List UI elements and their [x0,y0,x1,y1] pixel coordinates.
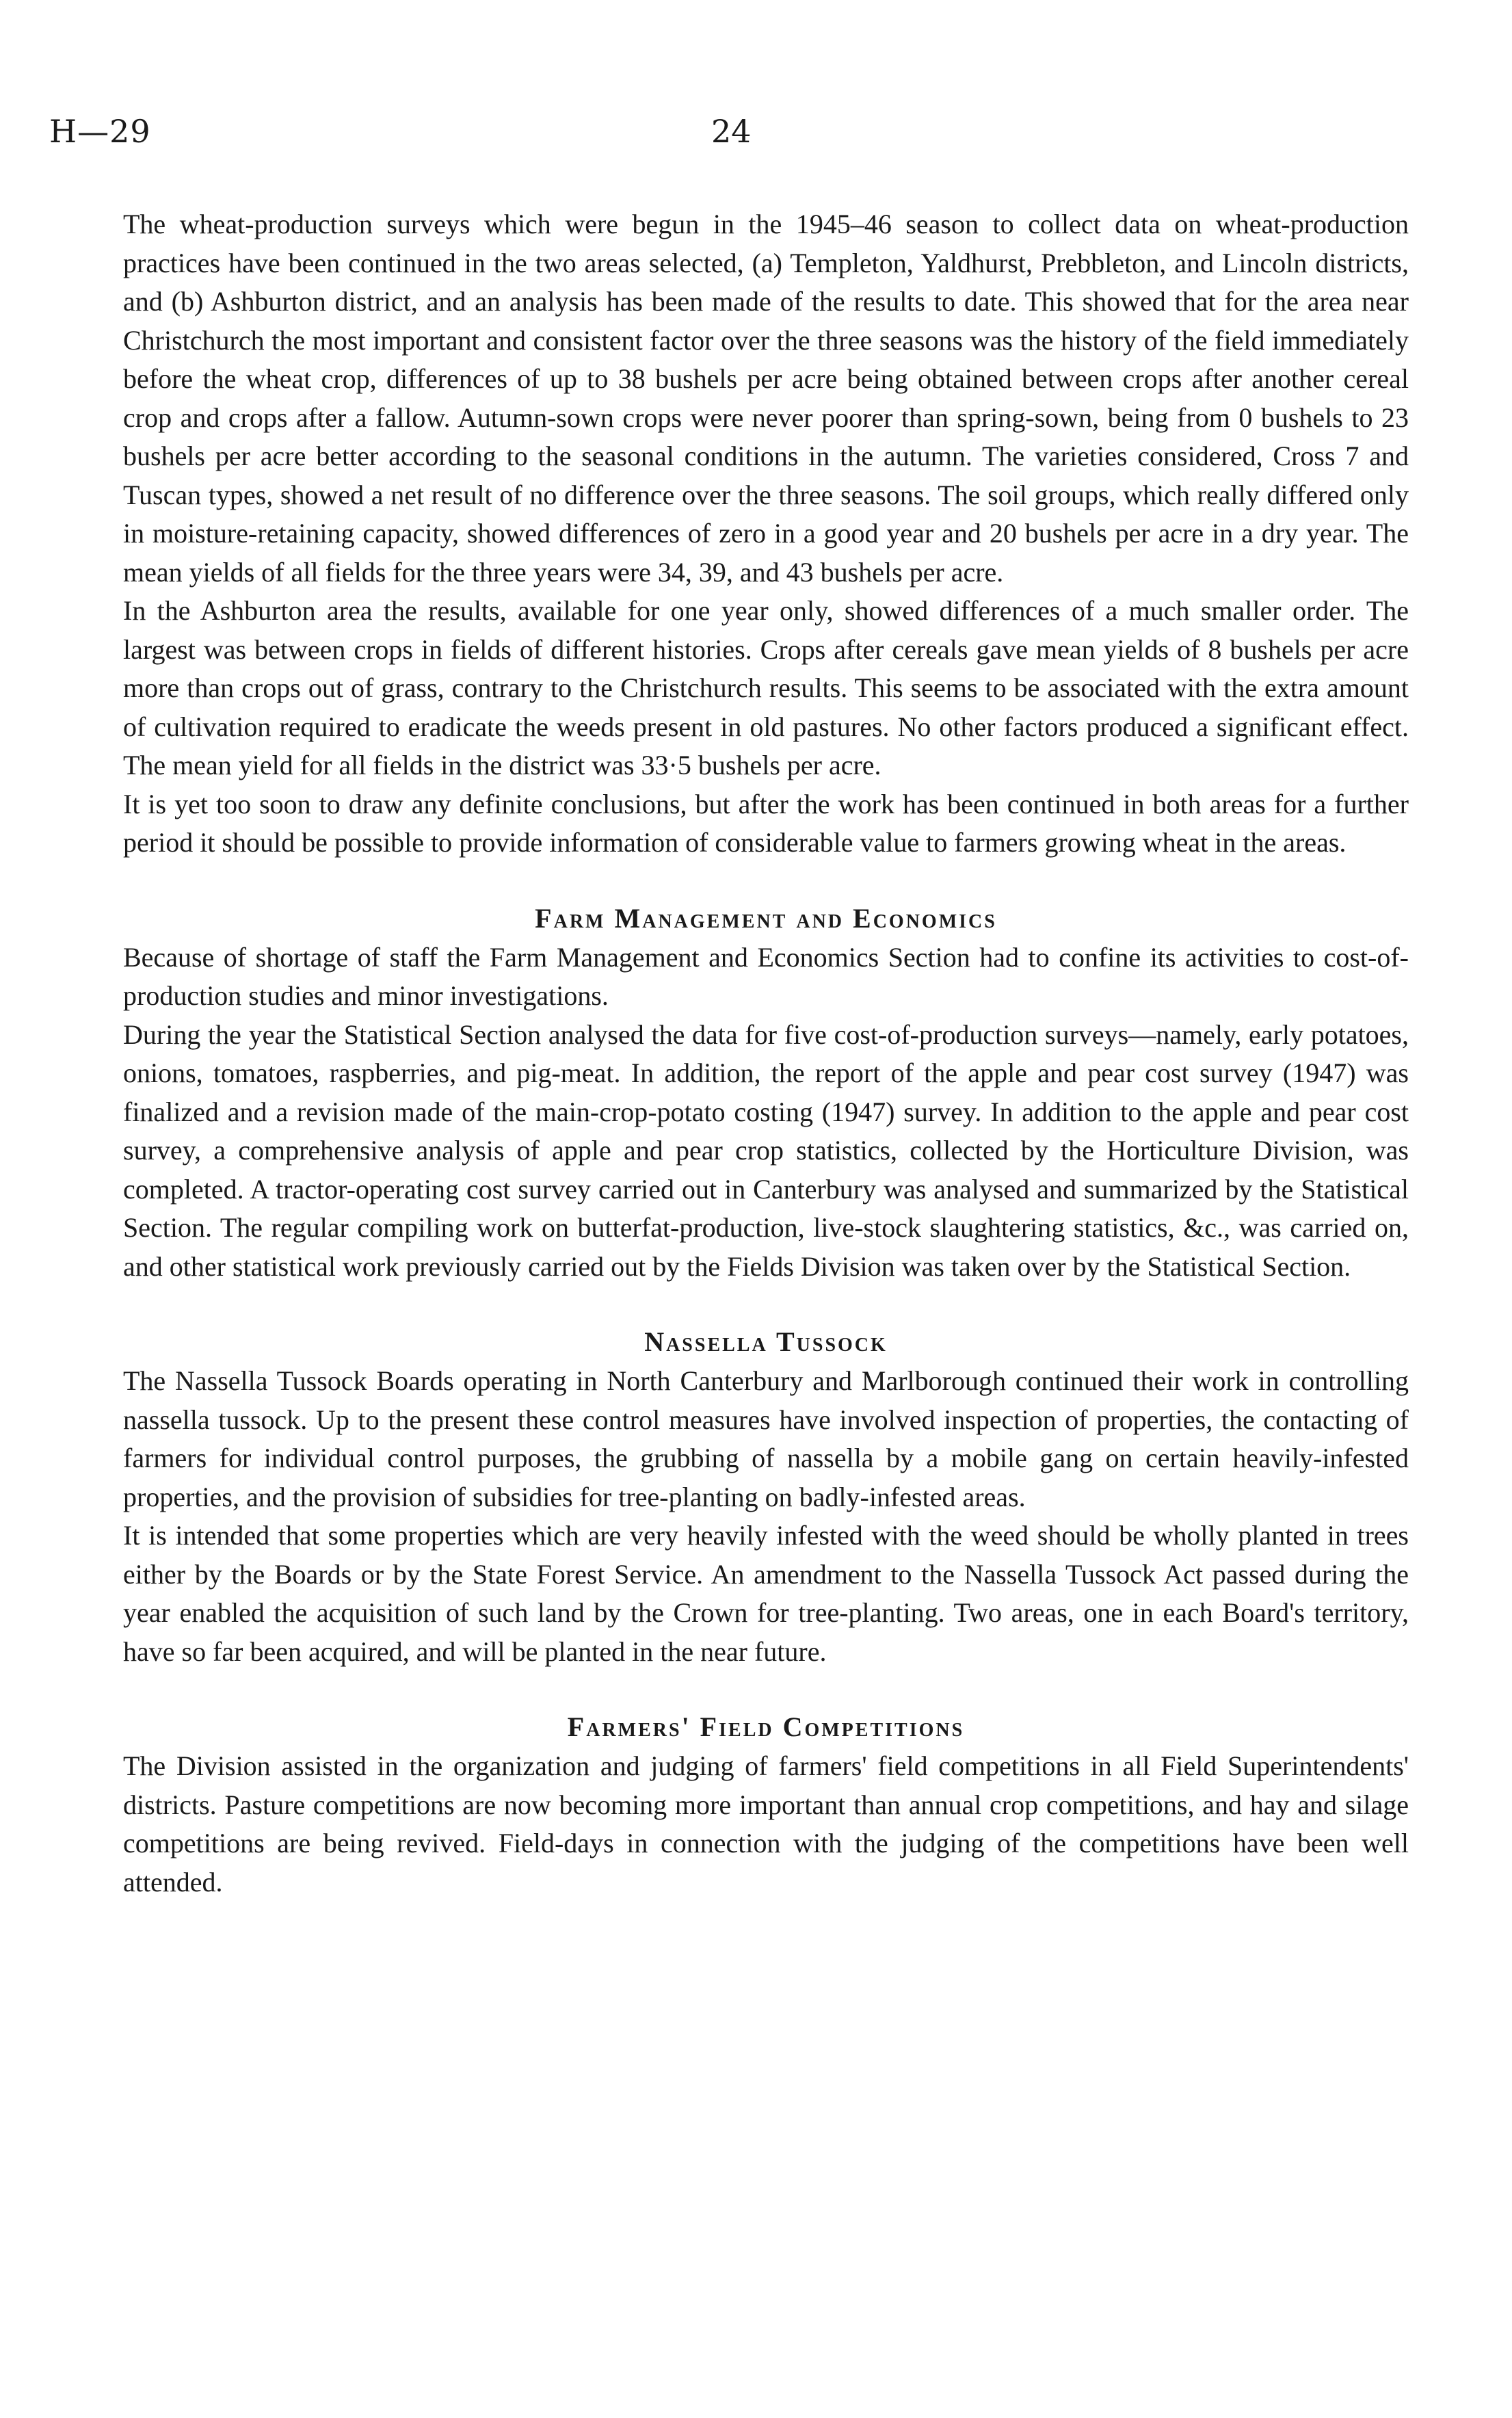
paragraph: Because of shortage of staff the Farm Management and Economics Section had to confine its activities to cost-of-production studies and minor investigations. [123,941,1409,1011]
paragraph: During the year the Statistical Section analysed the data for five cost-of-production surveys—namely, early potatoes, onions, tomatoes, raspberries, and pig-meat. In addition, the report of the apple and pear cost survey (1947) was finalized and a revision made of the main-crop-potato costing (1947) survey. In addition to the apple and pear cost survey, a comprehensive analysis of apple and pear crop statistics, collected by the Horticulture Division, was completed. A tractor-operating cost survey carried out in Canterbury was analysed and summarized by the Statistical Section. The regular compiling work on butterfat-production, live-stock slaughtering statistics, &c., was carried on, and other statistical work previously carried out by the Fields Division was taken over by the Statistical Section. [123,1019,1409,1282]
paragraph: It is yet too soon to draw any definite conclusions, but after the work has been continued in both areas for a further period it should be possible to provide information of considerable value to farmers growing wheat in the areas. [123,788,1409,858]
nassella-tussock-section [123,1326,1409,1671]
paragraph: It is intended that some properties which are very heavily infested with the weed should be wholly planted in trees either by the Boards or by the State Forest Service. An amendment to the Nassella Tussock Act passed during the year enabled the acquisition of such land by the Crown for tree-planting. Two areas, one in each Board's territory, have so far been acquired, and will be planted in the near future. [123,1520,1409,1667]
paragraph: The Division assisted in the organization and judging of farmers' field competitions in all Field Superintendents' districts. Pasture competitions are now becoming more important than annual crop competitions, and hay and silage competitions are being revived. Field-days in connection with the judging of the competitions have been well attended. [123,1750,1409,1897]
section-heading: Farmers' Field Competitions [567,1711,965,1742]
document-reference: H—29 [49,113,151,150]
page-body [123,205,1409,1902]
paragraph: The wheat-production surveys which were begun in the 1945–46 season to collect data on wheat-production practices have been continued in the two areas selected, (a) Templeton, Yaldhurst, Prebbleton, and Lincoln districts, and (b) Ashburton district, and an analysis has been made of the results to date. This showed that for the area near Christchurch the most important and consistent factor over the three seasons was the history of the field immediately before the wheat crop, differences of up to 38 bushels per acre being obtained between crops after another cereal crop and crops after a fallow. Autumn-sown crops were never poorer than spring-sown, being from 0 bushels to 23 bushels per acre better according to the seasonal conditions in the autumn. The varieties considered, Cross 7 and Tuscan types, showed a net result of no difference over the three seasons. The soil groups, which really differed only in moisture-retaining capacity, showed differences of zero in a good year and 20 bushels per acre in a dry year. The mean yields of all fields for the three years were 34, 39, and 43 bushels per acre. [123,209,1409,588]
paragraph: In the Ashburton area the results, available for one year only, showed differences of a much smaller order. The largest was between crops in fields of different histories. Crops after cereals gave mean yields of 8 bushels per acre more than crops out of grass, contrary to the Christchurch results. This seems to be associated with the extra amount of cultivation required to eradicate the weeds present in old pastures. No other factors produced a significant effect. The mean yield for all fields in the district was 33·5 bushels per acre. [123,595,1409,780]
paragraph: The Nassella Tussock Boards operating in North Canterbury and Marlborough continued their work in controlling nassella tussock. Up to the present these control measures have involved inspection of properties, the contacting of farmers for individual control purposes, the grubbing of nassella by a mobile gang on certain heavily-infested properties, and the provision of subsidies for tree-planting on badly-infested areas. [123,1365,1409,1512]
page-header [0,113,1512,161]
section-heading: Farm Management and Economics [535,902,997,934]
farm-management-section [123,902,1409,1287]
wheat-production-section [123,205,1409,863]
field-competitions-section [123,1711,1409,1902]
section-heading: Nassella Tussock [644,1326,888,1357]
page-number: 24 [711,113,752,150]
